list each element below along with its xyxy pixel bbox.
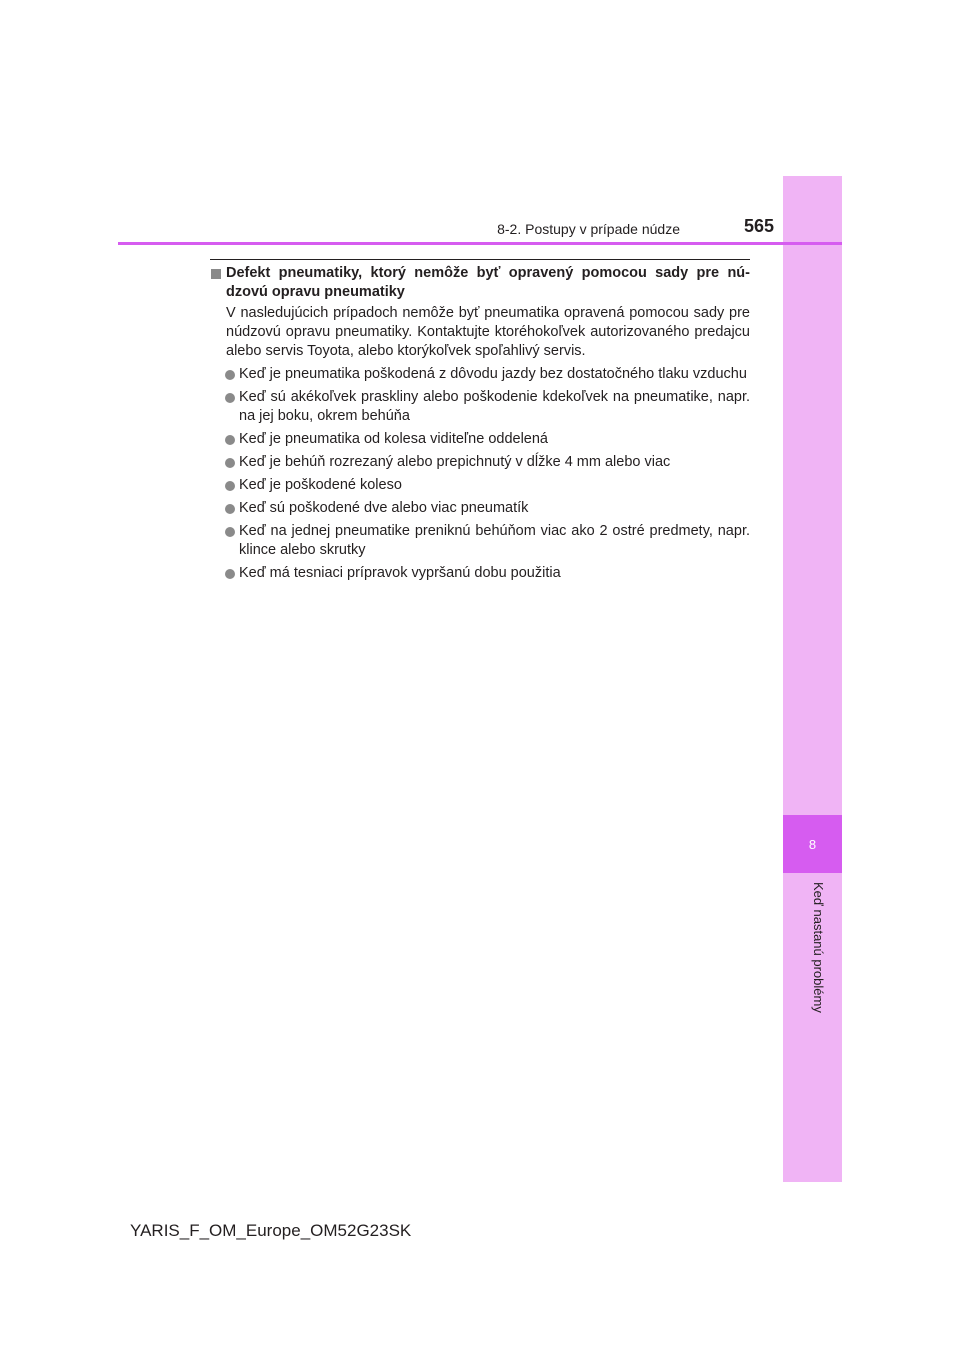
page-number: 565 [743,216,774,236]
section-title: 8-2. Postupy v prípade núdze [497,221,680,237]
circle-bullet-icon [225,481,235,491]
list-item: Keď je poškodené koleso [210,476,750,495]
square-bullet-icon [211,269,221,279]
circle-bullet-icon [225,458,235,468]
content-section [210,264,750,583]
circle-bullet-icon [225,527,235,537]
list-item: Keď je behúň rozrezaný alebo prepichnutý v dĺžke 4 mm alebo viac [210,453,750,472]
list-item: Keď má tesniaci prípravok vypršanú dobu použitia [210,564,750,583]
list-item: Keď sú akékoľvek praskliny alebo poškodenie kdekoľvek na pneumatike, napr. na jej boku, okrem behúňa [210,388,750,426]
condition-list [210,365,750,583]
circle-bullet-icon [225,569,235,579]
circle-bullet-icon [225,504,235,514]
circle-bullet-icon [225,435,235,445]
circle-bullet-icon [225,370,235,380]
list-item: Keď sú poškodené dve alebo viac pneumatík [210,499,750,518]
document-code: YARIS_F_OM_Europe_OM52G23SK [130,1221,412,1240]
chapter-title: Keď nastanú problémy [811,882,826,1013]
list-item: Keď na jednej pneumatike preniknú behúňom viac ako 2 ostré predmety, napr. klince alebo skrutky [210,522,750,560]
header-divider [118,242,842,245]
content-top-rule [210,259,750,260]
list-item: Keď je pneumatika od kolesa viditeľne oddelená [210,430,750,449]
section-heading [210,264,750,302]
list-item: Keď je pneumatika poškodená z dôvodu jazdy bez dostatočného tlaku vzduchu [210,365,750,384]
circle-bullet-icon [225,393,235,403]
chapter-number: 8 [808,836,817,852]
intro-paragraph: V nasledujúcich prípadoch nemôže byť pneumatika opravená pomocou sady pre núdzovú opravu pneumatiky. Kontaktujte ktoréhokoľvek autorizovaného predajcu alebo servis Toyota, alebo ktorýkoľvek spoľahlivý servis. [226,305,750,359]
heading-text: Defekt pneumatiky, ktorý nemôže byť opravený pomocou sady pre nú- dzovú opravu pneumatiky [226,265,750,300]
